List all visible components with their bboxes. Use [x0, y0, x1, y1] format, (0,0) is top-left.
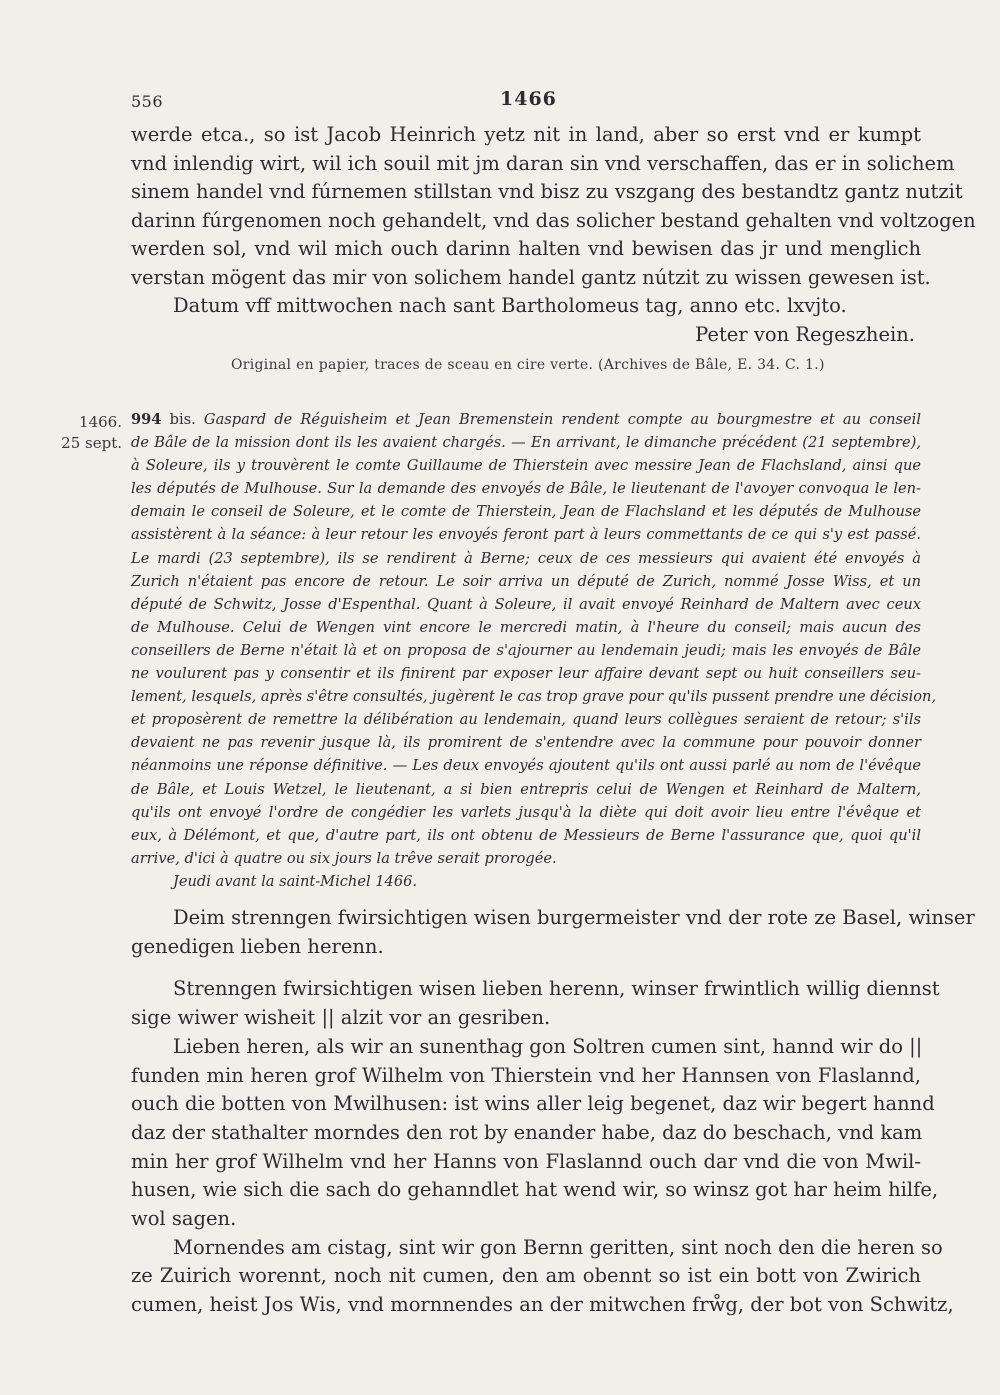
margin-year: 1466.: [79, 413, 122, 431]
summary-line: devaient ne pas revenir jusque là, ils promirent de s'entendre avec la commune pour pouvoir donner: [131, 734, 921, 752]
summary-text: Gaspard de Réguisheim et Jean Bremenstein rendent compte au bourgmestre et au conseil: [203, 411, 921, 428]
summary-line: Zurich n'étaient pas encore de retour. Le soir arriva un député de Zurich, nommé Josse Wiss, et un: [131, 572, 921, 590]
summary-line: assistèrent à la séance: à leur retour les envoyés feront part à leurs commettants de ce qui s'y est passé.: [131, 526, 921, 544]
entry-number-suffix: bis.: [161, 411, 204, 428]
summary-line: de Bâle, et Louis Wetzel, le lieutenant, a si bien entrepris celui de Wengen et Reinhard de Maltern,: [131, 780, 921, 798]
paragraph-line: ouch die botten von Mwilhusen: ist wins aller leig begenet, daz wir begert hannd: [131, 1092, 935, 1116]
summary-line: et proposèrent de remettre la délibération au lendemain, quand leurs collègues seraient de retour; s'ils: [131, 711, 921, 729]
summary-line: à Soleure, ils y trouvèrent le comte Guillaume de Thierstein avec messire Jean de Flachsland, ainsi que: [131, 457, 921, 475]
summary-line: eux, à Délémont, et que, d'autre part, ils ont obtenu de Messieurs de Berne l'assurance que, quoi qu'il: [131, 826, 921, 844]
summary-line: demain le conseil de Soleure, et le comte de Thierstein, Jean de Flachsland et les députés de Mulhouse: [131, 503, 921, 521]
address-line: genedigen lieben herenn.: [131, 934, 384, 958]
summary-line: Le mardi (23 septembre), ils se rendirent à Berne; ceux de ces messieurs qui avaient été envoyés à: [131, 549, 921, 567]
text-line: werden sol, vnd wil mich ouch darinn halten vnd bewisen das jr und menglich: [131, 237, 921, 260]
summary-line: lement, lesquels, après s'être consultés, jugèrent le cas trop grave pour qu'ils pussent prendre une décision,: [131, 688, 937, 706]
text-line: verstan mögent das mir von solichem handel gantz nútzit zu wissen gewesen ist.: [131, 265, 931, 289]
text-line: werde etca., so ist Jacob Heinrich yetz nit in land, aber so erst vnd er kumpt: [131, 123, 921, 146]
paragraph-line: min her grof Wilhelm vnd her Hanns von Flaslannd ouch dar vnd die von Mwil-: [131, 1149, 921, 1173]
paragraph-line: cumen, heist Jos Wis, vnd mornnendes an der mitwchen frẘg, der bot von Schwitz,: [131, 1293, 954, 1317]
entry-summary: [131, 408, 937, 893]
paragraph-line: daz der stathalter morndes den rot by enander habe, daz do beschach, vnd kam: [131, 1120, 923, 1144]
paragraph-line: Mornendes am cistag, sint wir gon Bernn geritten, sint noch den die heren so: [173, 1235, 943, 1259]
page-number: 556: [131, 92, 164, 111]
entry-number: 994: [131, 411, 162, 428]
letter-text: [131, 904, 975, 1320]
summary-line: qu'ils ont envoyé l'ordre de congédier les varlets jusqu'à la diète qui doit avoir lieu entre l'évêque et: [131, 803, 921, 821]
paragraph-line: funden min heren grof Wilhelm von Thierstein vnd her Hannsen von Flaslannd,: [131, 1063, 921, 1087]
summary-dateline: Jeudi avant la saint-Michel 1466.: [173, 872, 418, 890]
summary-line: arrive, d'ici à quatre ou six jours la trêve serait prorogée.: [131, 849, 557, 867]
paragraph-line: ze Zuirich worennt, noch nit cumen, den am obennt so ist ein bott von Zwirich: [131, 1264, 921, 1288]
text-line: vnd inlendig wirt, wil ich souil mit jm daran sin vnd verschaffen, das er in solichem: [131, 151, 955, 175]
margin-day: 25 sept.: [61, 434, 122, 452]
margin-date: [52, 412, 122, 454]
paragraph-line: Lieben heren, als wir an sunenthag gon Soltren cumen sint, hannd wir do ||: [173, 1034, 923, 1058]
address-line: Deim strenngen fwirsichtigen wisen burgermeister vnd der rote ze Basel, winser: [173, 906, 975, 929]
summary-line: de Mulhouse. Celui de Wengen vint encore le mercredi matin, à l'heure du conseil; mais aucun des: [131, 618, 921, 636]
paragraph-line: wol sagen.: [131, 1207, 237, 1231]
letter-datum: Datum vff mittwochen nach sant Bartholomeus tag, anno etc. lxvjto.: [173, 294, 847, 317]
summary-line: député de Schwitz, Josse d'Espenthal. Quant à Soleure, il avait envoyé Reinhard de Maltern avec ceux: [131, 595, 921, 613]
previous-letter-text: [131, 121, 976, 349]
source-note: Original en papier, traces de sceau en cire verte. (Archives de Bâle, E. 34. C. 1.): [231, 357, 825, 373]
summary-line: conseillers de Berne n'était là et on proposa de s'ajourner au lendemain jeudi; mais les envoyés de Bâle: [131, 641, 921, 659]
summary-line: les députés de Mulhouse. Sur la demande des envoyés de Bâle, le lieutenant de l'avoyer convoqua le len-: [131, 480, 921, 498]
page-year-heading: 1466: [500, 88, 557, 110]
salutation-line: Strenngen fwirsichtigen wisen lieben herenn, winser frwintlich willig diennst: [173, 977, 940, 1001]
paragraph-line: husen, wie sich die sach do gehanndlet hat wend wir, so winsz got har heim hilfe,: [131, 1178, 939, 1202]
summary-line: néanmoins une réponse définitive. — Les deux envoyés ajoutent qu'ils ont aussi parlé au nom de l'évêque: [131, 757, 921, 775]
text-line: darinn fúrgenomen noch gehandelt, vnd das solicher bestand gehalten vnd voltzogen: [131, 208, 976, 232]
summary-line: de Bâle de la mission dont ils les avaient chargés. — En arrivant, le dimanche précédent (21 septembre),: [131, 434, 921, 452]
text-line: sinem handel vnd fúrnemen stillstan vnd bisz zu vszgang des bestandtz gantz nutzit: [131, 180, 963, 203]
salutation-line: sige wiwer wisheit || alzit vor an gesriben.: [131, 1006, 551, 1030]
letter-signature: Peter von Regeszhein.: [695, 322, 915, 346]
summary-line: ne voulurent pas y consentir et ils finirent par exposer leur affaire devant sept ou huit conseillers seu-: [131, 665, 921, 683]
summary-line: [131, 408, 921, 431]
